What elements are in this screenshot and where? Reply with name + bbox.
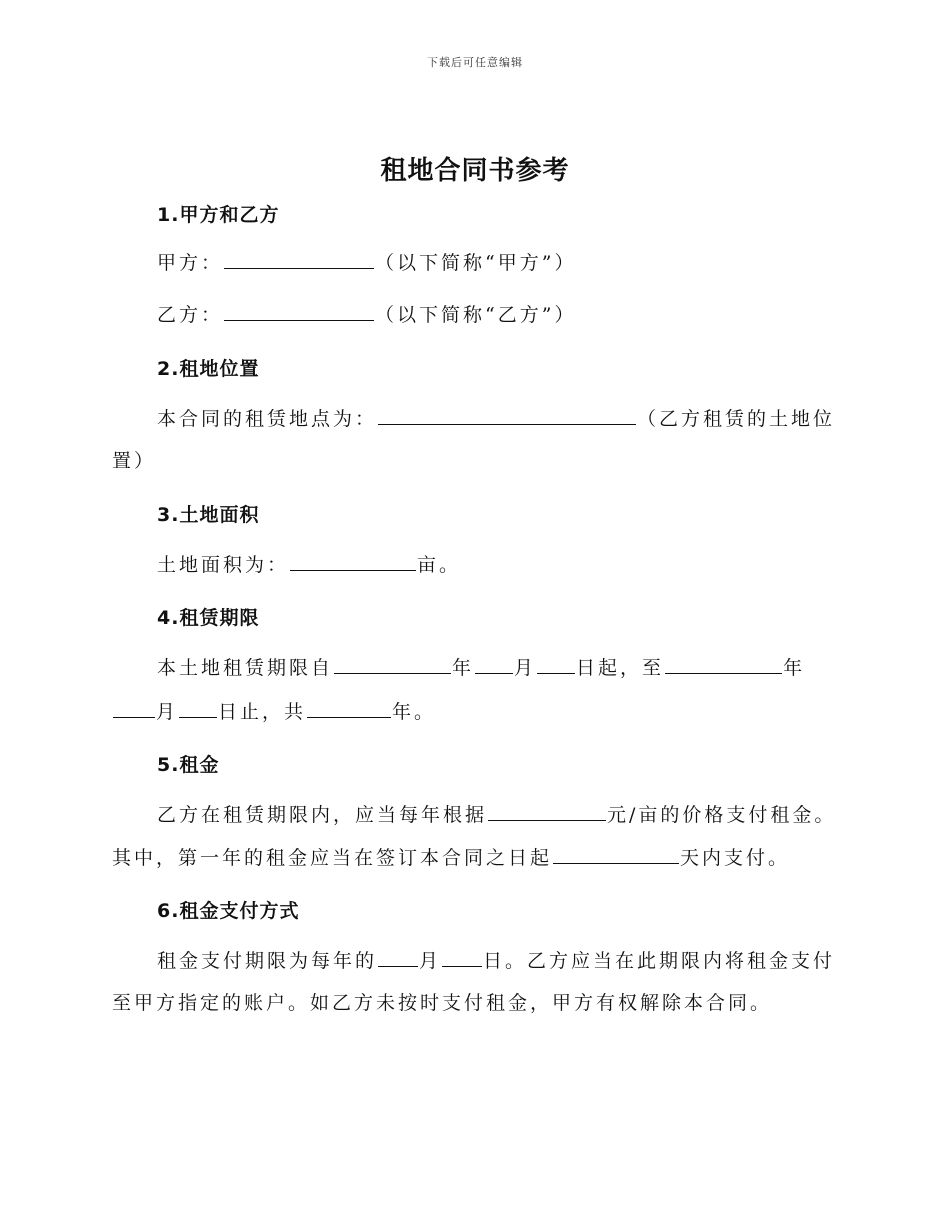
location-line-1 xyxy=(157,406,835,431)
party-b-suffix: （以下简称“乙方”） xyxy=(375,304,577,326)
party-a-label: 甲方： xyxy=(157,252,224,274)
location-line-2: 置） xyxy=(112,450,157,472)
party-b-blank[interactable] xyxy=(224,302,374,321)
party-b-label: 乙方： xyxy=(157,304,224,326)
party-a-suffix: （以下简称“甲方”） xyxy=(375,252,577,274)
term-end-month-blank[interactable] xyxy=(113,699,155,718)
payment-line-1 xyxy=(157,948,835,973)
term-end-month-label: 月 xyxy=(156,701,179,723)
section-1-heading: 1.甲方和乙方 xyxy=(157,204,280,226)
term-end-year-label: 年 xyxy=(783,657,806,679)
area-suffix: 亩。 xyxy=(417,554,462,576)
term-end-day-label: 日止，共 xyxy=(218,701,307,723)
section-3-heading: 3.土地面积 xyxy=(157,504,260,526)
rent-price-blank[interactable] xyxy=(488,802,606,821)
term-line-2 xyxy=(112,699,436,724)
term-start-prefix: 本土地租赁期限自 xyxy=(157,657,334,679)
term-start-year-label: 年 xyxy=(452,657,475,679)
rent-first-year-prefix: 其中，第一年的租金应当在签订本合同之日起 xyxy=(112,847,553,869)
payment-month-blank[interactable] xyxy=(378,948,418,967)
rent-prefix: 乙方在租赁期限内，应当每年根据 xyxy=(157,804,488,826)
area-line xyxy=(157,552,461,577)
section-6-heading: 6.租金支付方式 xyxy=(157,900,300,922)
location-prefix: 本合同的租赁地点为： xyxy=(157,408,378,430)
term-years-label: 年。 xyxy=(392,701,437,723)
rent-days-suffix: 天内支付。 xyxy=(680,847,791,869)
location-blank[interactable] xyxy=(378,406,636,425)
rent-line-2 xyxy=(112,845,790,870)
section-4-heading: 4.租赁期限 xyxy=(157,607,260,629)
area-prefix: 土地面积为： xyxy=(157,554,290,576)
section-5-heading: 5.租金 xyxy=(157,754,220,776)
party-b-line xyxy=(157,302,576,327)
location-suffix: （乙方租赁的土地位 xyxy=(637,408,836,430)
party-a-line xyxy=(157,250,576,275)
payment-month-label: 月 xyxy=(419,950,442,972)
rent-line-1 xyxy=(157,802,836,827)
term-start-year-blank[interactable] xyxy=(334,655,451,674)
term-line-1 xyxy=(157,655,805,680)
term-start-day-label: 日起，至 xyxy=(576,657,665,679)
section-2-heading: 2.租地位置 xyxy=(157,358,260,380)
area-blank[interactable] xyxy=(290,552,416,571)
term-years-blank[interactable] xyxy=(307,699,391,718)
term-start-month-label: 月 xyxy=(514,657,537,679)
payment-line-2: 至甲方指定的账户。如乙方未按时支付租金，甲方有权解除本合同。 xyxy=(112,992,773,1014)
header-note: 下载后可任意编辑 xyxy=(427,56,523,69)
term-end-day-blank[interactable] xyxy=(179,699,217,718)
rent-price-suffix: 元/亩的价格支付租金。 xyxy=(607,804,837,826)
term-start-day-blank[interactable] xyxy=(537,655,575,674)
document-title: 租地合同书参考 xyxy=(380,156,570,186)
term-start-month-blank[interactable] xyxy=(475,655,513,674)
payment-day-suffix: 日。乙方应当在此期限内将租金支付 xyxy=(483,950,836,972)
payment-day-blank[interactable] xyxy=(442,948,482,967)
term-end-year-blank[interactable] xyxy=(665,655,782,674)
rent-days-blank[interactable] xyxy=(553,845,679,864)
payment-prefix: 租金支付期限为每年的 xyxy=(157,950,378,972)
party-a-blank[interactable] xyxy=(224,250,374,269)
